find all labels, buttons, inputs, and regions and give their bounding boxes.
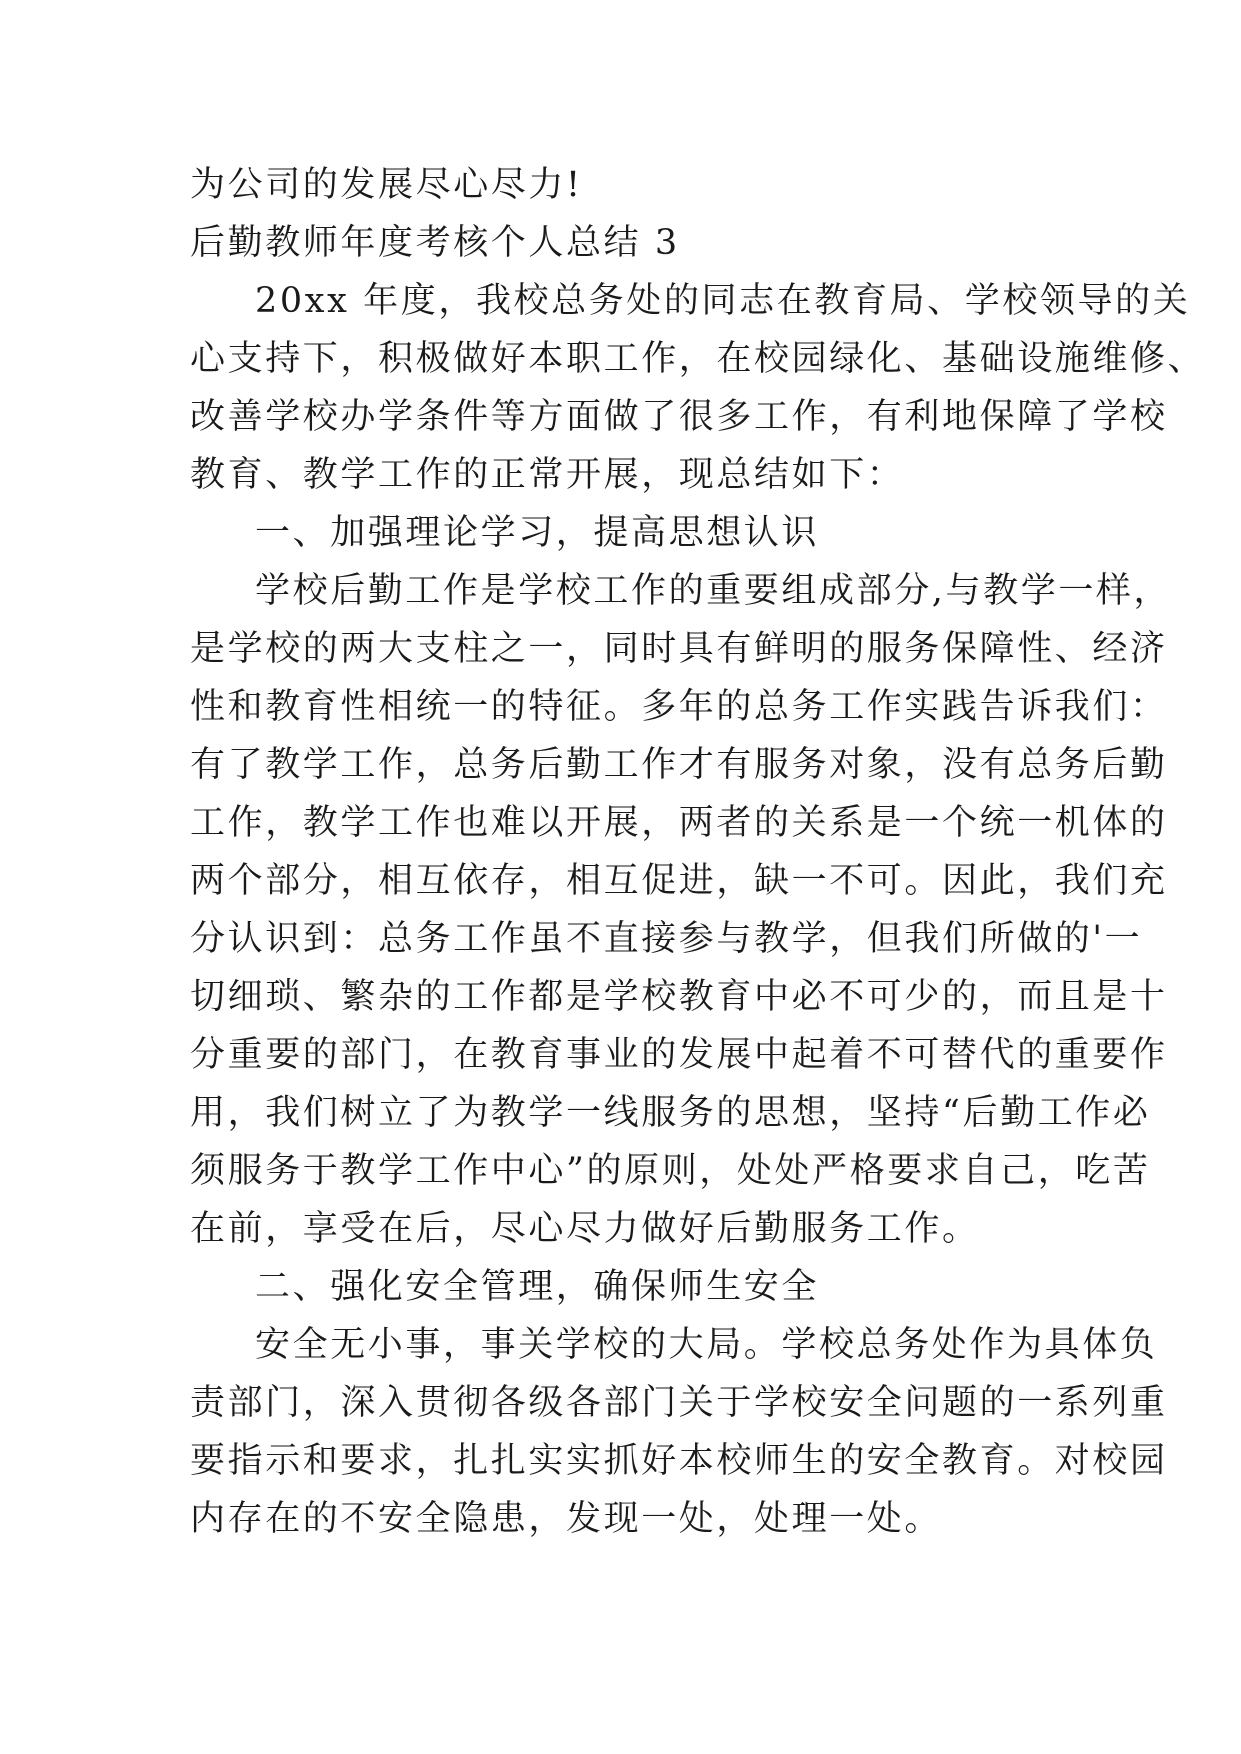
paragraph-line: 分重要的部门，在教育事业的发展中起着不可替代的重要作	[190, 1035, 1168, 1075]
paragraph-line: 内存在的不安全隐患，发现一处，处理一处。	[190, 1499, 943, 1539]
paragraph-line: 用，我们树立了为教学一线服务的思想，坚持“后勤工作必	[190, 1093, 1151, 1133]
subheading-1: 一、加强理论学习，提高思想认识	[255, 513, 820, 553]
paragraph-line: 责部门，深入贯彻各级各部门关于学校安全问题的一系列重	[190, 1383, 1168, 1423]
paragraph-line: 心支持下，积极做好本职工作，在校园绿化、基础设施维修、	[190, 339, 1206, 379]
paragraph-line: 安全无小事，事关学校的大局。学校总务处作为具体负	[255, 1325, 1158, 1365]
paragraph-line: 性和教育性相统一的特征。多年的总务工作实践告诉我们：	[190, 687, 1168, 727]
paragraph-line: 分认识到：总务工作虽不直接参与教学，但我们所做的'一	[190, 919, 1143, 959]
paragraph-line: 是学校的两大支柱之一，同时具有鲜明的服务保障性、经济	[190, 629, 1168, 669]
paragraph-line: 在前，享受在后，尽心尽力做好后勤服务工作。	[190, 1209, 980, 1249]
paragraph-line: 20xx 年度，我校总务处的同志在教育局、学校领导的关	[255, 281, 1191, 321]
paragraph-line: 两个部分，相互依存，相互促进，缺一不可。因此，我们充	[190, 861, 1168, 901]
paragraph-line: 教育、教学工作的正常开展，现总结如下：	[190, 455, 905, 495]
paragraph-line: 切细琐、繁杂的工作都是学校教育中必不可少的，而且是十	[190, 977, 1168, 1017]
paragraph-line: 工作，教学工作也难以开展，两者的关系是一个统一机体的	[190, 803, 1168, 843]
paragraph-line: 须服务于教学工作中心”的原则，处处严格要求自己，吃苦	[190, 1151, 1151, 1191]
paragraph-line: 要指示和要求，扎扎实实抓好本校师生的安全教育。对校园	[190, 1441, 1168, 1481]
paragraph-line: 学校后勤工作是学校工作的重要组成部分,与教学一样，	[255, 571, 1172, 611]
section-title: 后勤教师年度考核个人总结 3	[190, 223, 680, 263]
paragraph-line: 有了教学工作，总务后勤工作才有服务对象，没有总务后勤	[190, 745, 1168, 785]
subheading-2: 二、强化安全管理，确保师生安全	[255, 1267, 820, 1307]
paragraph-line: 改善学校办学条件等方面做了很多工作，有利地保障了学校	[190, 397, 1168, 437]
text-line-closing: 为公司的发展尽心尽力!	[190, 165, 583, 205]
